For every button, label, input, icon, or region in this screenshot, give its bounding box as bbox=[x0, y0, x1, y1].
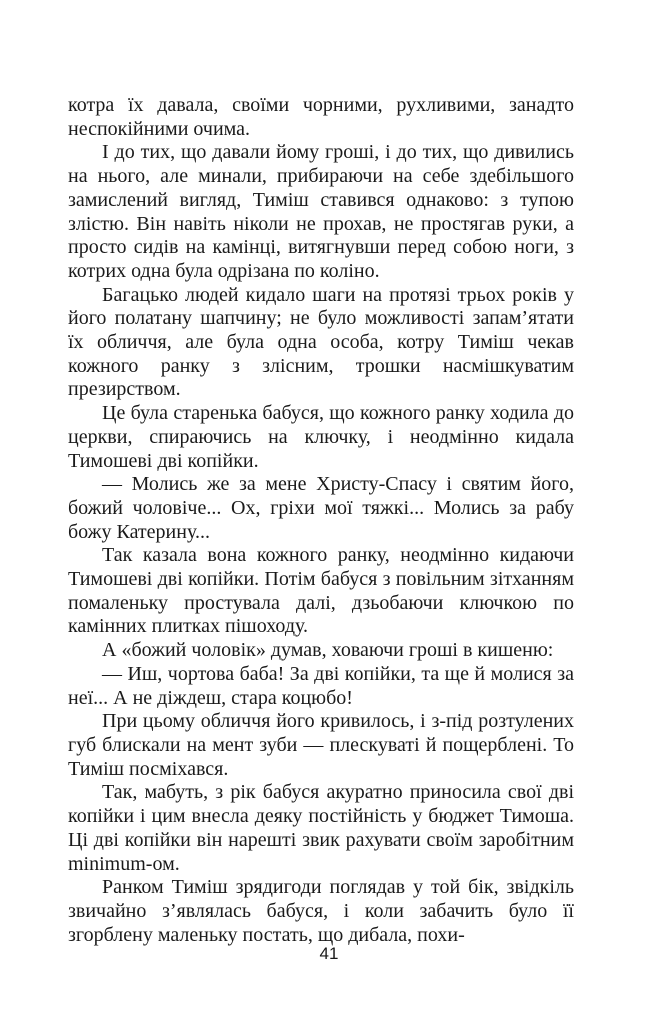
paragraph: Це була старенька бабуся, що кожного ранку ходила до церкви, спираючись на ключку, і неодмінно кидала Тимошеві дві копійки. bbox=[68, 402, 574, 472]
body-text bbox=[68, 94, 574, 947]
paragraph: — Иш, чортова баба! За дві копійки, та ще й молися за неї... А не діждеш, стара коцюбо! bbox=[68, 662, 574, 709]
paragraph: І до тих, що давали йому гроші, і до тих, що дивились на нього, але минали, прибираючи на себе здебільшого замислений вигляд, Тиміш ставився однаково: з тупою злістю. Він навіть ніколи не прохав, не простягав руки, а просто сидів на камінці, витягнувши перед собою ноги, з котрих одна була одрізана по коліно. bbox=[68, 141, 574, 282]
paragraph: Ранком Тиміш зрядигоди поглядав у той бік, звідкіль звичайно з’являлась бабуся, і коли забачить було її згорблену маленьку постать, що дибала, похи- bbox=[68, 876, 574, 946]
paragraph: А «божий чоловік» думав, ховаючи гроші в кишеню: bbox=[102, 639, 554, 662]
paragraph: При цьому обличчя його кривилось, і з-під розтулених губ блискали на мент зуби — плескуваті й пощерблені. То Тиміш посміхався. bbox=[68, 710, 574, 780]
paragraph: Так казала вона кожного ранку, неодмінно кидаючи Тимошеві дві копійки. Потім бабуся з повільним зітханням помаленьку простувала далі, дзьобаючи ключкою по камінних плитках пішоходу. bbox=[68, 544, 574, 638]
paragraph: — Молись же за мене Христу-Спасу і святим його, божий чоловіче... Ох, гріхи мої тяжкі... Молись за рабу божу Катерину... bbox=[68, 473, 574, 543]
paragraph: Так, мабуть, з рік бабуся акуратно приносила свої дві копійки і цим внесла деяку постійність у бюджет Тимоша. Ці дві копійки він нарешті звик рахувати своїм заробітним minimum-ом. bbox=[68, 781, 574, 875]
paragraph: котра їх давала, своїми чорними, рухливими, занадто неспокійними очима. bbox=[68, 94, 574, 140]
page-number: 41 bbox=[319, 944, 339, 963]
paragraph: Багацько людей кидало шаги на протязі трьох років у його полатану шапчину; не було можливості запам’ятати їх обличчя, але була одна особа, котру Тиміш чекав кожного ранку з злісним, трошки насмішкуватим презирством. bbox=[68, 283, 574, 401]
